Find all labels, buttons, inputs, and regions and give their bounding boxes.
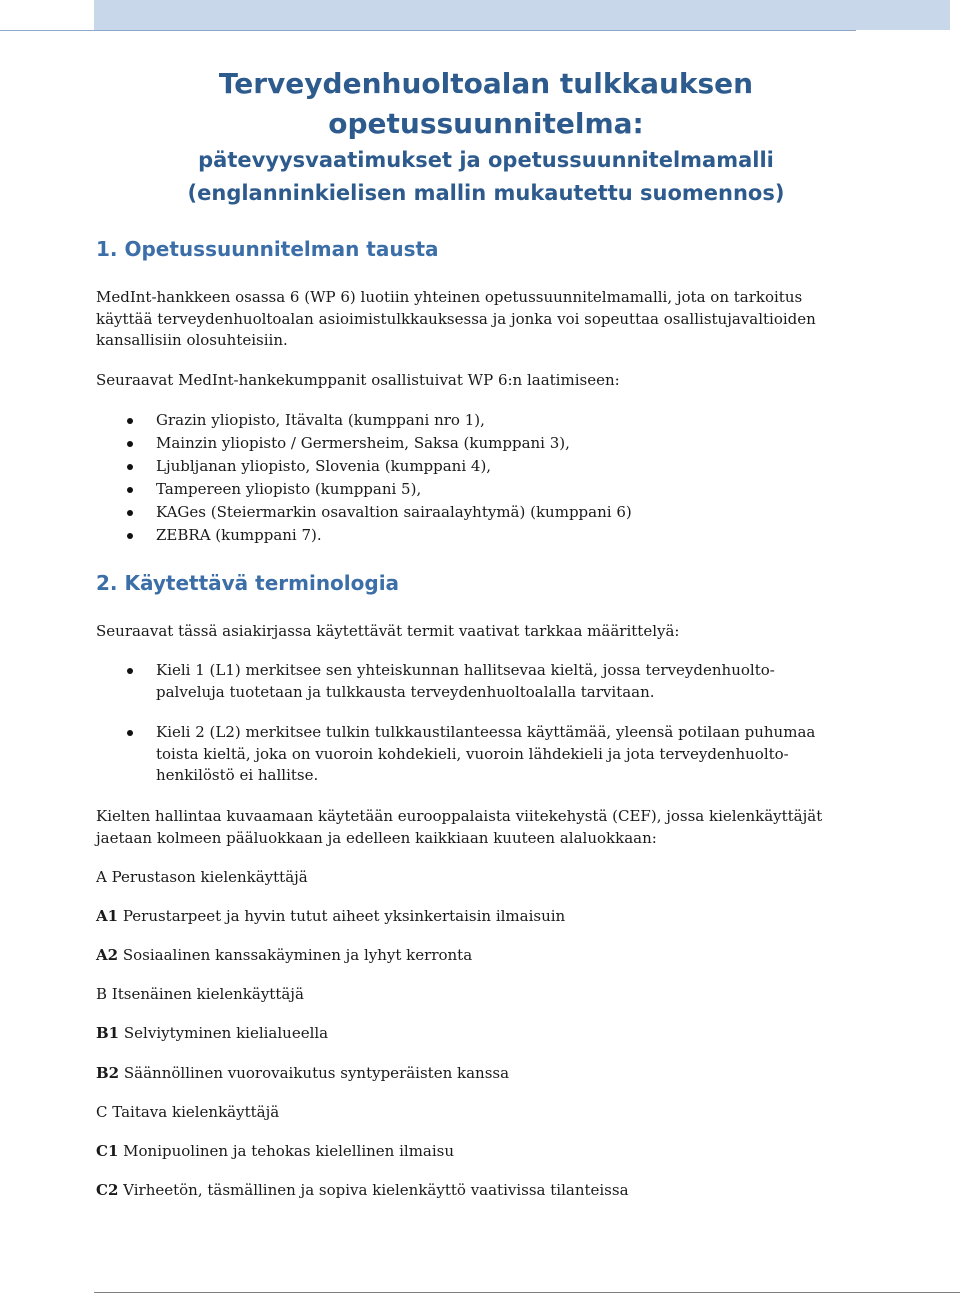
partner-name: ZEBRA (kumppani 7). [156, 526, 322, 544]
bullet-icon [127, 533, 133, 539]
level-a [96, 867, 308, 887]
level-text: C Taitava kielenkäyttäjä [96, 1103, 280, 1121]
bullet-icon [127, 487, 133, 493]
list-item [96, 524, 896, 547]
definition-line: Kieli 2 (L2) merkitsee tulkin tulkkaustilanteessa käyttämää, yleensä potilaan puhumaa [156, 723, 816, 741]
bullet-icon [127, 510, 133, 516]
partners-intro: Seuraavat MedInt-hankekumppanit osallistuivat WP 6:n laatimiseen: [96, 371, 620, 389]
level-a2 [96, 945, 472, 965]
level-text: A Perustason kielenkäyttäjä [96, 868, 308, 886]
subtitle-line-2: (englanninkielisen mallin mukautettu suomennos) [187, 181, 785, 205]
subtitle-line-1: pätevyysvaatimukset ja opetussuunnitelmamalli [198, 148, 774, 172]
level-text: Säännöllinen vuorovaikutus syntyperäisten kanssa [119, 1064, 510, 1082]
bullet-icon [127, 441, 133, 447]
partner-name: KAGes (Steiermarkin osavaltion sairaalayhtymä) (kumppani 6) [156, 503, 632, 521]
definition-line: palveluja tuotetaan ja tulkkausta terveydenhuoltoalalla tarvitaan. [156, 682, 655, 701]
level-text: Virheetön, täsmällinen ja sopiva kielenkäyttö vaativissa tilanteissa [118, 1181, 629, 1199]
level-code: C2 [96, 1181, 119, 1199]
list-item [96, 409, 896, 432]
level-a1 [96, 906, 565, 926]
definition-line: toista kieltä, joka on vuoroin kohdekieli, vuoroin lähdekieli ja jota terveydenhuolto- [156, 744, 789, 763]
footer-rule [94, 1292, 960, 1293]
title-line-1: Terveydenhuoltoalan tulkkauksen [218, 67, 754, 100]
definition-line: Kieli 1 (L1) merkitsee sen yhteiskunnan hallitsevaa kieltä, jossa terveydenhuolto- [156, 661, 775, 679]
level-b1 [96, 1023, 328, 1043]
level-code: B1 [96, 1024, 120, 1042]
partners-list [96, 409, 896, 547]
cef-paragraph [96, 806, 876, 849]
bullet-icon [127, 418, 133, 424]
partner-name: Tampereen yliopisto (kumppani 5), [156, 480, 422, 498]
level-c2 [96, 1180, 629, 1200]
list-item [96, 455, 896, 478]
bullet-icon [127, 464, 133, 470]
partner-name: Grazin yliopisto, Itävalta (kumppani nro 1), [156, 411, 485, 429]
level-text: Sosiaalinen kanssakäyminen ja lyhyt kerronta [118, 946, 473, 964]
header-band [94, 0, 950, 30]
document-title [96, 64, 876, 210]
level-b2 [96, 1063, 509, 1083]
intro-line: käyttää terveydenhuoltoalan asioimistulkkauksessa ja jonka voi sopeuttaa osallistujavaltioiden [96, 309, 816, 328]
cef-line: Kielten hallintaa kuvaamaan käytetään eurooppalaista viitekehystä (CEF), jossa kielenkäyttäjät [96, 807, 823, 825]
level-code: C1 [96, 1142, 119, 1160]
bullet-icon [127, 668, 133, 674]
list-item [96, 478, 896, 501]
level-c1 [96, 1141, 454, 1161]
definition-l2 [96, 722, 896, 787]
level-b [96, 984, 304, 1004]
list-item [96, 501, 896, 524]
header-rule [0, 30, 856, 31]
level-code: A2 [96, 946, 119, 964]
section-1-heading: 1. Opetussuunnitelman tausta [96, 237, 439, 261]
level-code: B2 [96, 1064, 120, 1082]
level-text: Selviytyminen kielialueella [119, 1024, 329, 1042]
bullet-icon [127, 730, 133, 736]
definition-l1 [96, 660, 896, 703]
section-1-intro [96, 287, 876, 352]
level-code: A1 [96, 907, 119, 925]
intro-line: MedInt-hankkeen osassa 6 (WP 6) luotiin yhteinen opetussuunnitelmamalli, jota on tarkoitus [96, 288, 803, 306]
section-2-heading: 2. Käytettävä terminologia [96, 571, 400, 595]
intro-line: kansallisiin olosuhteisiin. [96, 331, 288, 349]
title-line-2: opetussuunnitelma: [328, 107, 644, 140]
level-text: Monipuolinen ja tehokas kielellinen ilmaisu [118, 1142, 455, 1160]
definition-line: henkilöstö ei hallitse. [156, 766, 319, 784]
cef-line: jaetaan kolmeen pääluokkaan ja edelleen kaikkiaan kuuteen alaluokkaan: [96, 828, 657, 847]
list-item [96, 432, 896, 455]
terminology-intro: Seuraavat tässä asiakirjassa käytettävät termit vaativat tarkkaa määrittelyä: [96, 622, 680, 640]
partner-name: Mainzin yliopisto / Germersheim, Saksa (kumppani 3), [156, 434, 570, 452]
partner-name: Ljubljanan yliopisto, Slovenia (kumppani 4), [156, 457, 492, 475]
level-text: Perustarpeet ja hyvin tutut aiheet yksinkertaisin ilmaisuin [118, 907, 566, 925]
level-c [96, 1102, 279, 1122]
level-text: B Itsenäinen kielenkäyttäjä [96, 985, 304, 1003]
